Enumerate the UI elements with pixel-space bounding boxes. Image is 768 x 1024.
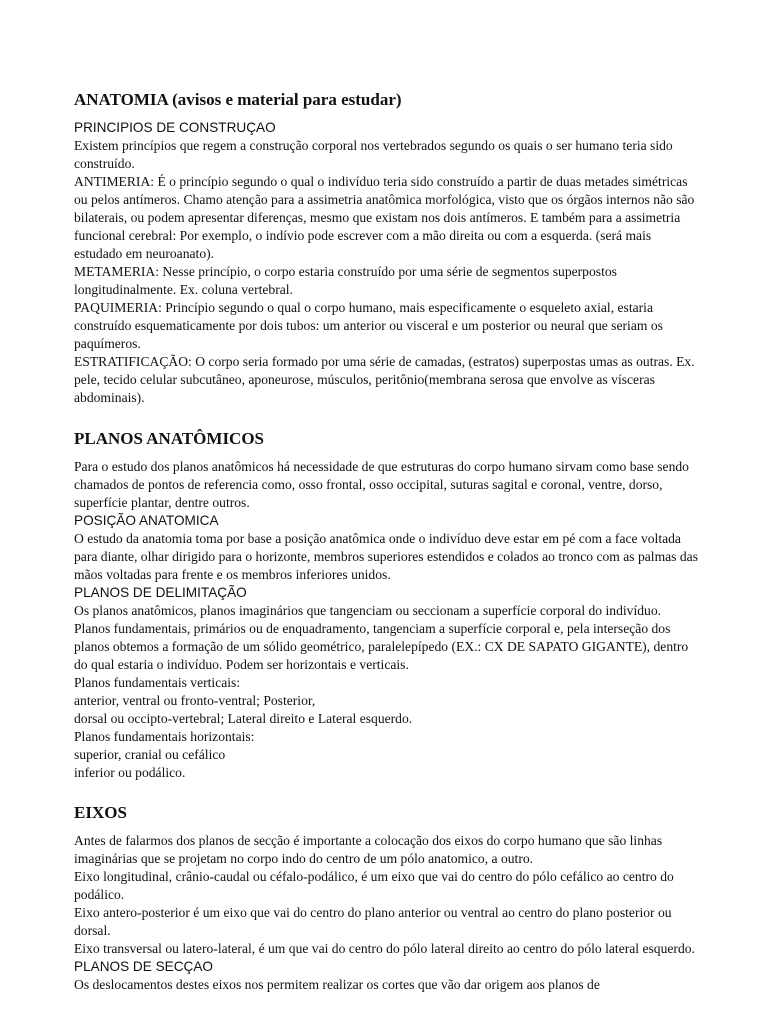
subheading-principios: PRINCIPIOS DE CONSTRUÇAO: [74, 120, 276, 135]
section-title-planos: PLANOS ANATÔMICOS: [74, 429, 265, 448]
paragraph: ESTRATIFICAÇÃO: O corpo seria formado por uma série de camadas, (estratos) superpostas umas as outras. Ex. pele, tecido celular subcutâneo, aponeurose, músculos, peritônio(membrana serosa que envolve as vísceras abdominais).: [74, 354, 695, 405]
paragraph: Os deslocamentos destes eixos nos permitem realizar os cortes que vão dar origem aos planos de: [74, 977, 600, 992]
document-page: [74, 88, 702, 994]
paragraph: Existem princípios que regem a construção corporal nos vertebrados segundo os quais o ser humano teria sido construído.: [74, 138, 673, 171]
subheading-delimitacao: PLANOS DE DELIMITAÇÃO: [74, 585, 247, 600]
section-title-anatomia: ANATOMIA (avisos e material para estudar): [74, 90, 402, 109]
paragraph: O estudo da anatomia toma por base a posição anatômica onde o indivíduo deve estar em pé com a face voltada para diante, olhar dirigido para o horizonte, membros superiores estendidos e colados ao tronco com as palmas das mãos voltadas para frente e os membros inferiores unidos.: [74, 531, 698, 582]
list-item: dorsal ou occipto-vertebral; Lateral direito e Lateral esquerdo.: [74, 711, 413, 726]
list-heading: Planos fundamentais verticais:: [74, 675, 241, 690]
paragraph: Eixo longitudinal, crânio-caudal ou céfalo-podálico, é um eixo que vai do centro do pólo cefálico ao centro do podálico.: [74, 869, 674, 902]
paragraph: Os planos anatômicos, planos imaginários que tangenciam ou seccionam a superfície corporal do indivíduo.: [74, 603, 662, 618]
list-item: anterior, ventral ou fronto-ventral; Posterior,: [74, 693, 316, 708]
list-item: inferior ou podálico.: [74, 765, 186, 780]
paragraph: Antes de falarmos dos planos de secção é importante a colocação dos eixos do corpo humano que são linhas imaginárias que se projetam no corpo indo do centro de um pólo anatomico, a outro.: [74, 833, 663, 866]
paragraph: Para o estudo dos planos anatômicos há necessidade de que estruturas do corpo humano sirvam como base sendo chamados de pontos de referencia como, osso frontal, osso occipital, suturas sagital e coronal, ventre, dorso, superfície plantar, dentre outros.: [74, 459, 689, 510]
subheading-seccao: PLANOS DE SECÇAO: [74, 959, 213, 974]
list-heading: Planos fundamentais horizontais:: [74, 729, 255, 744]
paragraph: ANTIMERIA: É o princípio segundo o qual o indivíduo teria sido construído a partir de duas metades simétricas ou pelos antímeros. Chamo atenção para a assimetria anatômica morfológica, visto que os órgãos internos não são bilaterais, ou podem apresentar diferenças, mesmo que existam nos dois antímeros. E também para a assimetria funcional cerebral: Por exemplo, o indívio pode escrever com a mão direita ou com a esquerda. (será mais estudado em neuroanato).: [74, 174, 695, 261]
section-body-planos: [74, 458, 702, 782]
section-body-anatomia: [74, 119, 702, 407]
subheading-posicao: POSIÇÃO ANATOMICA: [74, 513, 219, 528]
paragraph: PAQUIMERIA: Princípio segundo o qual o corpo humano, mais especificamente o esqueleto axial, estaria construído esquematicamente por dois tubos: um anterior ou visceral e um posterior ou neural que seriam os paquímeros.: [74, 300, 663, 351]
paragraph: Eixo transversal ou latero-lateral, é um que vai do centro do pólo lateral direito ao centro do pólo lateral esquerdo.: [74, 941, 695, 956]
list-item: superior, cranial ou cefálico: [74, 747, 226, 762]
paragraph: METAMERIA: Nesse princípio, o corpo estaria construído por uma série de segmentos superpostos longitudinalmente. Ex. coluna vertebral.: [74, 264, 617, 297]
section-body-eixos: [74, 832, 702, 994]
paragraph: Planos fundamentais, primários ou de enquadramento, tangenciam a superfície corporal e, pela interseção dos planos obtemos a formação de um sólido geométrico, paralelepípedo (EX.: CX DE SAPATO GIGANTE), dentro do qual estaria o indivíduo. Podem ser horizontais e verticais.: [74, 621, 689, 672]
section-title-eixos: EIXOS: [74, 803, 127, 822]
paragraph: Eixo antero-posterior é um eixo que vai do centro do plano anterior ou ventral ao centro do plano posterior ou dorsal.: [74, 905, 672, 938]
